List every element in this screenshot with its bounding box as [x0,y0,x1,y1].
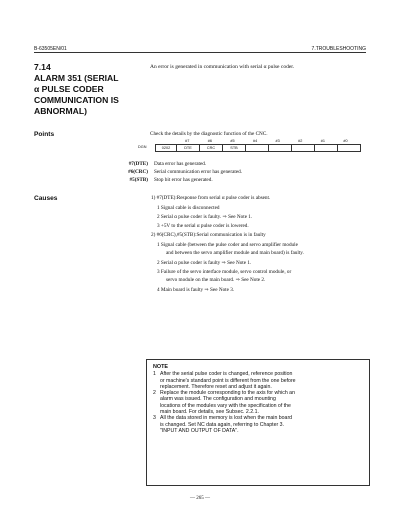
note-line: After the serial pulse coder is changed, reference position [160,371,293,378]
note-number: 1 [153,371,156,378]
bit-header: #7 [185,139,190,143]
definition-row [90,169,242,175]
note-line: main board. For details, see Subsec. 2.2.1. [160,409,259,416]
cause-line: 1) #7(DTE):Response from serial α pulse coder is absent. [151,195,271,201]
dgn-bit-headers [176,139,357,143]
dgn-label: DGN [138,145,147,149]
points-text: Check the details by the diagnostic function of the CNC. [150,131,268,137]
bit-header: #6 [207,139,212,143]
section-title-line: ALARM 351 (SERIAL [34,73,119,83]
definition-text: Data error has generated. [154,161,207,167]
dgn-bit: CRC [200,145,223,152]
points-heading: Points [34,131,55,138]
note-line: alarm was issued. The configuration and mounting [160,396,276,403]
note-line: Replace the module corresponding to the axis for which an [160,390,295,397]
dgn-bit: DTE [177,145,200,152]
note-line: "INPUT AND OUTPUT OF DATA". [160,427,239,434]
bit-header: #1 [320,139,325,143]
note-line: locations of the modules vary with the specification of the [160,402,291,409]
cause-line: 2 Serial α pulse coder is faulty. ⇒ See Note 1. [157,214,253,220]
definition-row [90,161,206,167]
cause-line: 1 Signal cable (between the pulse coder and servo amplifier module [157,242,298,248]
bit-header: #4 [252,139,258,143]
cause-line: 2 Serial α pulse coder is faulty ⇒ See Note 1. [157,260,252,266]
note-number: 3 [153,415,156,422]
bit-header: #0 [343,139,348,143]
cause-line: 3 +5V to the serial α pulse coder is lowered. [157,223,249,229]
dgn-number: 0202 [155,144,177,152]
dgn-bit [315,145,338,152]
note-line: replacement. Therefore reset and adjust it again. [160,383,272,390]
dgn-bit [338,145,361,152]
section-title-line: ABNORMAL) [34,106,87,116]
cause-line: 2) #6(CRC),#5(STB):Serial communication is in faulty [151,232,266,238]
causes-heading: Causes [34,195,58,202]
bit-header: #3 [275,139,280,143]
note-line: or machine's standard point is different from the one before [160,377,296,384]
dgn-bit [269,145,292,152]
note-line: is changed. Set NC data again, referring to Chapter 3. [160,421,284,428]
note-item [153,371,363,390]
note-box [146,359,370,486]
bit-header: #2 [298,139,303,143]
dgn-bit [292,145,315,152]
section-title [34,62,146,117]
cause-line: 1 Signal cable is disconnected [157,205,220,211]
dgn-bit: STB [223,145,246,152]
definition-text: Serial communication error has generated. [154,169,243,175]
section-intro: An error is generated in communication with serial α pulse coder. [150,64,295,70]
page-number: — 265 — [190,496,210,501]
note-title: NOTE [153,364,168,370]
note-item [153,415,363,434]
header-right: 7.TROUBLESHOOTING [311,46,366,52]
section-title-line: COMMUNICATION IS [34,95,119,105]
definition-text: Stop bit error has generated. [154,177,213,183]
cause-line: 3 Failure of the servo interface module, servo control module, or [157,269,292,275]
header-rule [34,52,366,53]
note-line: All the data stored in memory is lost when the main board [160,415,293,422]
note-number: 2 [153,390,156,397]
cause-line: and between the servo amplifier module and main board) is faulty. [166,250,304,256]
section-title-line: α PULSE CODER [34,84,104,94]
note-item [153,390,363,415]
definition-bit: #7(DTE) [128,161,148,167]
definition-bit: #5(STB) [129,177,148,183]
dgn-bit [246,145,269,152]
section-number: 7.14 [34,62,51,72]
header-left: B-63505EN/01 [34,46,67,52]
bit-header: #5 [230,139,235,143]
definition-row [90,177,213,183]
definition-bit: #6(CRC) [128,169,148,175]
cause-line: servo module on the main board. ⇒ See Note 2. [166,277,266,283]
cause-line: 4 Main board is faulty ⇒ See Note 3. [157,287,235,293]
dgn-table [176,144,361,152]
